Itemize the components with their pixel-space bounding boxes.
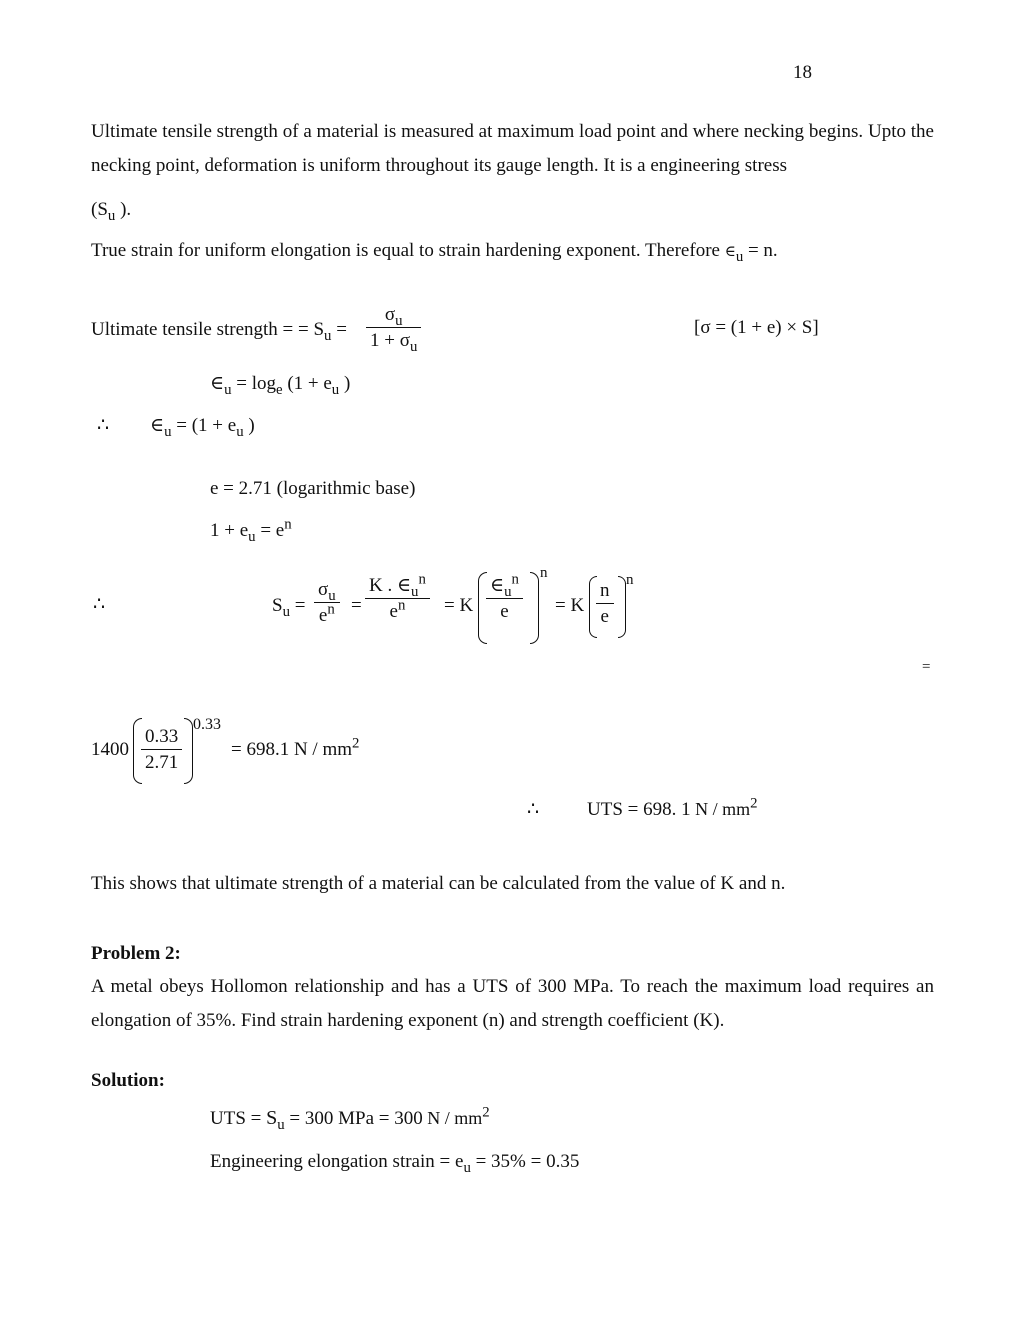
- equation-strain-expression: $\in_u = (1 + e_u$ ): [150, 415, 255, 440]
- equals-k-2: = K: [555, 595, 585, 616]
- solution-title: Solution:: [91, 1070, 165, 1091]
- paragraph-uts-definition: Ultimate tensile strength of a material is measured at maximum load point and where necking begins. Upto the necking point, deformation is uniform throughout its gauge length. It is a engineering stress: [91, 121, 934, 176]
- equation-log-base: e = 2.71 (logarithmic base): [210, 478, 416, 499]
- outer-exponent-2: n: [626, 572, 634, 588]
- equation-log-strain: $\in_u = \log_e (1 + e_u$ ): [210, 373, 351, 398]
- outer-exponent: n: [540, 565, 548, 581]
- paragraph-conclusion: This shows that ultimate strength of a material can be calculated from the value of K and n.: [91, 873, 786, 894]
- equals-k: = K: [444, 595, 474, 616]
- coefficient-1400: 1400: [91, 739, 129, 760]
- fraction-sigma-over-one-plus-sigma: $\sigma_u$ $1 + \sigma_u$: [366, 305, 421, 350]
- stray-equals: =: [922, 659, 931, 675]
- uts-result: UTS = 698. 1 N / $mm^2$: [587, 795, 758, 820]
- fraction-strain-over-e: $\in_u^n$ e: [486, 576, 523, 621]
- problem-title: Problem 2:: [91, 943, 181, 964]
- page-number: 18: [793, 62, 812, 83]
- problem-statement: A metal obeys Hollomon relationship and has a UTS of 300 MPa. To reach the maximum load requires an elongation of 35%. Find strain hardening exponent (n) and strength coefficient (K).: [91, 976, 934, 1031]
- solution-uts: UTS = $S_u = 300$ MPa = 300 N / $mm^2$: [210, 1104, 490, 1133]
- right-paren: [530, 572, 539, 644]
- equation-exponential: $1 + e_u = e^n$: [210, 516, 292, 545]
- right-paren-2: [618, 576, 626, 638]
- therefore-symbol-2: ∴: [93, 594, 106, 615]
- su-notation: ($S_u$ ).: [91, 199, 132, 224]
- therefore-symbol: ∴: [97, 415, 110, 436]
- therefore-symbol-3: ∴: [527, 799, 540, 820]
- equation-uts: Ultimate tensile strength = = $S_u$ =: [91, 319, 347, 344]
- fraction-n-over-e: n e: [596, 581, 614, 626]
- paragraph-true-strain: True strain for uniform elongation is equal to strain hardening exponent. Therefore $\in_u = n$.: [91, 240, 778, 265]
- equation-stress-relation: [σ = (1 + e) × S]: [694, 317, 819, 338]
- fraction-033-over-271: 0.33 2.71: [141, 727, 182, 772]
- equation-result: = 698.1 N / $mm^2$: [231, 735, 360, 760]
- equation-su-lhs: $S_u$ =: [272, 595, 306, 620]
- fraction-k-strain-over-en: K . $\in_u^n$ $e^n$: [365, 576, 430, 621]
- right-paren-3: [184, 718, 193, 784]
- equals-sign: =: [351, 595, 362, 616]
- solution-elongation: Engineering elongation strain = $e_u = 35\% = 0.35$: [210, 1151, 580, 1176]
- power-033: 0.33: [193, 716, 221, 733]
- fraction-sigma-over-en: $\sigma_u$ $e^n$: [314, 580, 340, 625]
